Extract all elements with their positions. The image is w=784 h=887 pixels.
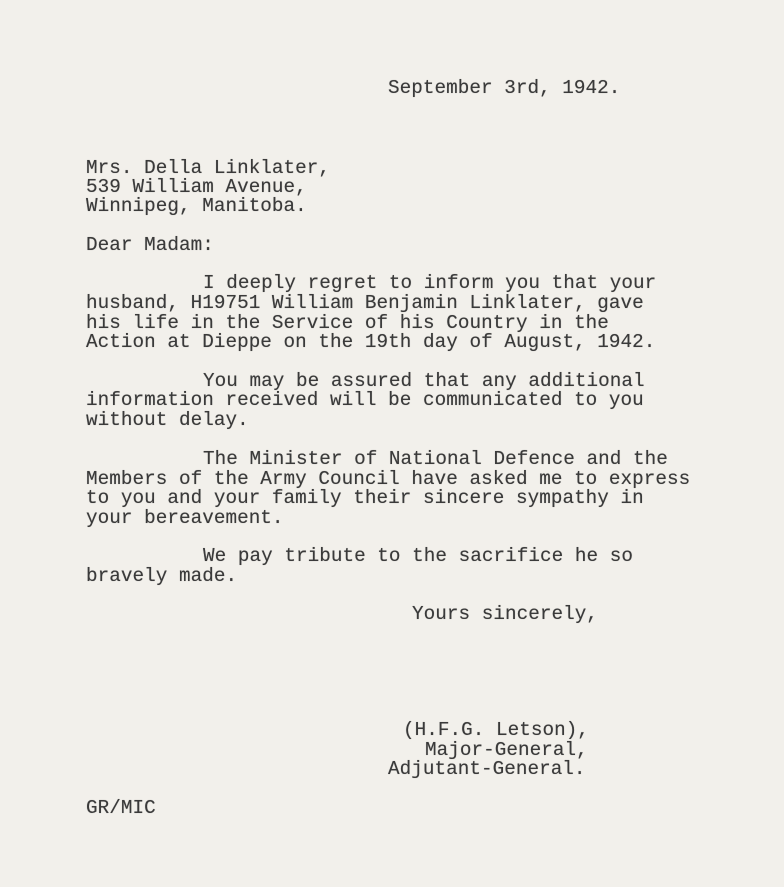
paragraph-line: without delay. — [86, 409, 249, 431]
paragraph-line: We pay tribute to the sacrifice he so — [203, 545, 633, 567]
signature-name: (H.F.G. Letson), — [403, 719, 589, 741]
paragraph-line: his life in the Service of his Country in the — [86, 312, 609, 334]
paragraph-line: I deeply regret to inform you that your — [203, 272, 657, 294]
paragraph-line: The Minister of National Defence and the — [203, 448, 668, 470]
paragraph-line: Action at Dieppe on the 19th day of August, 1942. — [86, 331, 656, 353]
recipient-name: Mrs. Della Linklater, — [86, 157, 331, 179]
recipient-city: Winnipeg, Manitoba. — [86, 195, 307, 217]
signature-title: Adjutant-General. — [388, 758, 586, 780]
closing: Yours sincerely, — [412, 603, 598, 625]
letter-date: September 3rd, 1942. — [388, 77, 621, 99]
signature-rank: Major-General, — [425, 739, 588, 761]
paragraph-line: Members of the Army Council have asked me to express — [86, 468, 691, 490]
paragraph-line: You may be assured that any additional — [203, 370, 645, 392]
paragraph-line: husband, H19751 William Benjamin Linklater, gave — [86, 292, 644, 314]
reference-initials: GR/MIC — [86, 797, 156, 819]
paragraph-line: bravely made. — [86, 565, 238, 587]
recipient-street: 539 William Avenue, — [86, 176, 307, 198]
salutation: Dear Madam: — [86, 234, 214, 256]
paragraph-line: information received will be communicated to you — [86, 389, 644, 411]
paragraph-line: your bereavement. — [86, 507, 284, 529]
paragraph-line: to you and your family their sincere sympathy in — [86, 487, 644, 509]
